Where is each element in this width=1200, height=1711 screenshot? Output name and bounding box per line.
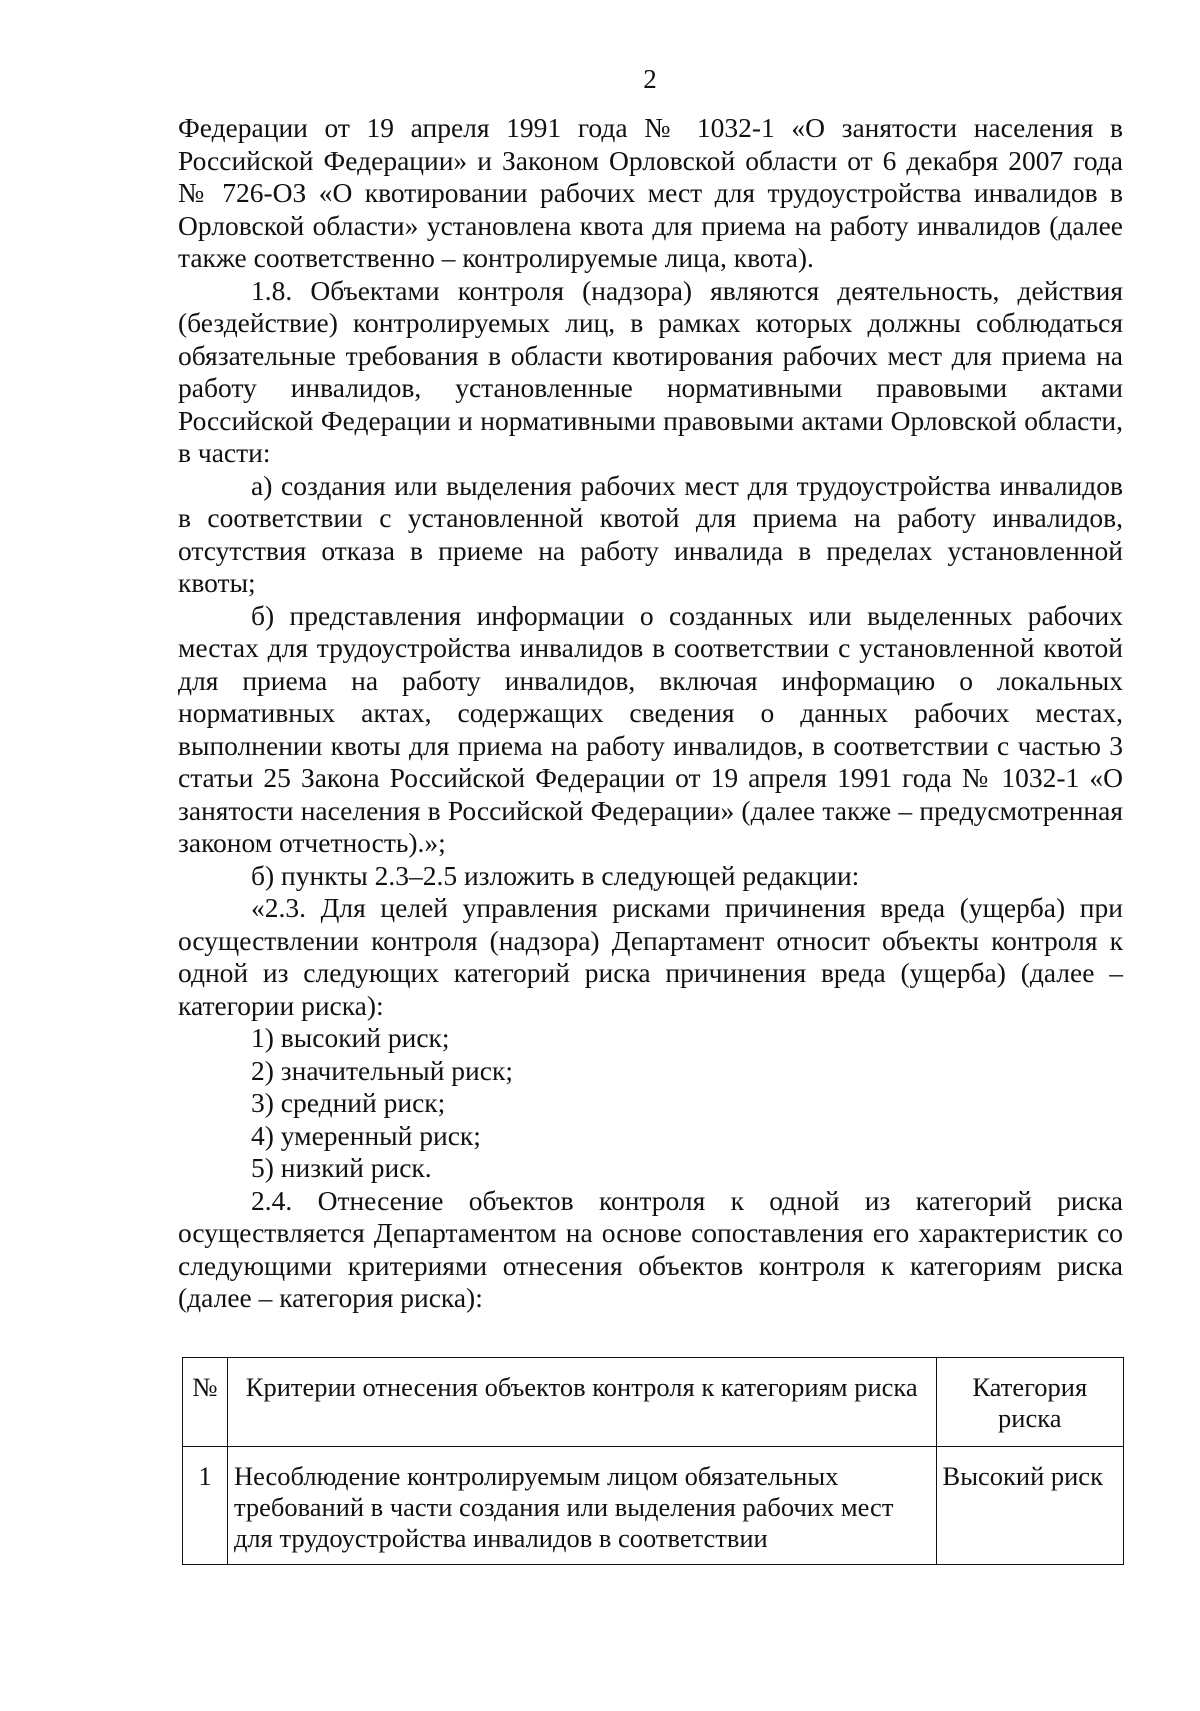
risk-criteria-table [182, 1357, 1124, 1565]
table-header-row [183, 1358, 1124, 1447]
page-number: 2 [643, 64, 657, 94]
paragraph-item-b: б) представления информации о созданных или выделенных рабочих местах для трудоустройства инвалидов в соответствии с установленной квотой для приема на работу инвалидов, включая информацию о локальных нормативных актах, содержащих сведения о данных рабочих местах, выполнении квоты для приема на работу инвалидов, в соответствии с частью 3 статьи 25 Закона Российской Федерации от 19 апреля 1991 года № 1032-1 «О занятости населения в Российской Федерации» (далее также – предусмотренная законом отчетность).»; [178, 599, 1123, 858]
header-category: Категория риска [936, 1358, 1123, 1447]
row-criteria: Несоблюдение контролируемым лицом обязательных требований в части создания или выделения рабочих мест для трудоустройства инвалидов в соответствии [227, 1447, 936, 1565]
risk-level-item: 1) высокий риск; [251, 1022, 450, 1053]
header-number: № [183, 1358, 228, 1447]
document-body [178, 112, 1123, 1315]
paragraph-2-4: 2.4. Отнесение объектов контроля к одной из категорий риска осуществляется Департаментом на основе сопоставления его характеристик со следующими критериями отнесения объектов контроля к категориям риска (далее – категория риска): [178, 1184, 1123, 1313]
header-criteria: Критерии отнесения объектов контроля к категориям риска [227, 1358, 936, 1447]
table-row [183, 1447, 1124, 1565]
paragraph-continuation: Федерации от 19 апреля 1991 года № 1032-1 «О занятости населения в Российской Федерации» и Законом Орловской области от 6 декабря 2007 года № 726-ОЗ «О квотировании рабочих мест для трудоустройства инвалидов в Орловской области» установлена квота для приема на работу инвалидов (далее также соответственно – контролируемые лица, квота). [178, 112, 1123, 273]
paragraph-item-a: а) создания или выделения рабочих мест для трудоустройства инвалидов в соответствии с установленной квотой для приема на работу инвалидов, отсутствия отказа в приеме на работу инвалида в пределах установленной квоты; [178, 469, 1123, 598]
row-category: Высокий риск [936, 1447, 1123, 1565]
row-number: 1 [183, 1447, 228, 1565]
risk-level-item: 3) средний риск; [251, 1087, 446, 1118]
paragraph-amendment-b: б) пункты 2.3–2.5 изложить в следующей редакции: [251, 859, 860, 891]
paragraph-1-8: 1.8. Объектами контроля (надзора) являются деятельность, действия (бездействие) контролируемых лиц, в рамках которых должны соблюдаться обязательные требования в области квотирования рабочих мест для приема на работу инвалидов, установленные нормативными правовыми актами Российской Федерации и нормативными правовыми актами Орловской области, в части: [178, 274, 1123, 468]
paragraph-2-3: «2.3. Для целей управления рисками причинения вреда (ущерба) при осуществлении контроля (надзора) Департамент относит объекты контроля к одной из следующих категорий риска причинения вреда (ущерба) (далее – категории риска): [178, 892, 1123, 1021]
risk-level-item: 4) умеренный риск; [251, 1119, 481, 1151]
risk-level-item: 5) низкий риск. [251, 1152, 432, 1183]
risk-level-item: 2) значительный риск; [251, 1054, 513, 1086]
